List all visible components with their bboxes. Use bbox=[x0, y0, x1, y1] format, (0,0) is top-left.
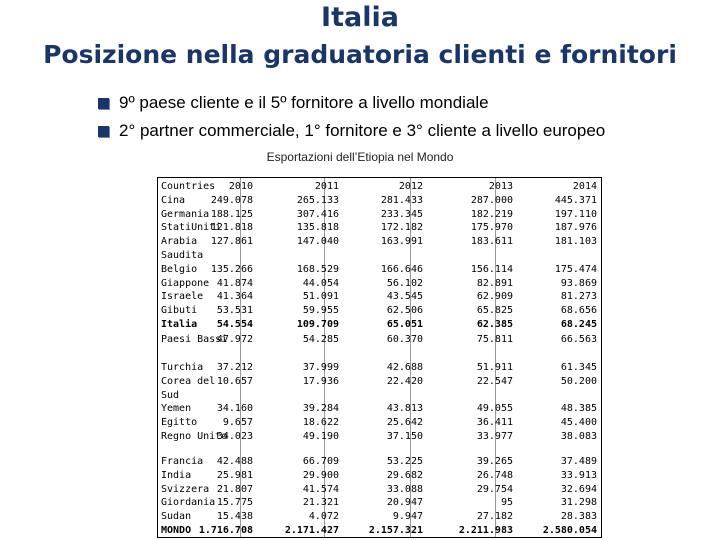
table-row bbox=[158, 402, 601, 416]
square-bullet-icon bbox=[98, 98, 109, 109]
year-header: 2010 bbox=[228, 181, 253, 192]
table-cell: 68.245 bbox=[560, 318, 597, 330]
table-row bbox=[158, 304, 601, 318]
country-name: Paesi Bassi bbox=[161, 334, 228, 345]
year-header: 2012 bbox=[398, 181, 423, 192]
table-cell: 127.861 bbox=[210, 236, 253, 248]
table-cell: 39.265 bbox=[476, 456, 513, 467]
table-row bbox=[158, 263, 601, 277]
table-cell: 41.364 bbox=[216, 291, 253, 303]
table-cell: 15.438 bbox=[216, 511, 253, 523]
table-cell: 265.133 bbox=[296, 194, 339, 206]
table-header-row bbox=[158, 180, 601, 194]
table-cell: 29.900 bbox=[302, 469, 339, 481]
table-cell: 29.754 bbox=[476, 483, 513, 495]
table-cell: 22.420 bbox=[386, 375, 423, 387]
table-cell: 156.114 bbox=[470, 263, 513, 275]
table-cell: 51.091 bbox=[302, 291, 339, 303]
table-cell: 50.200 bbox=[560, 375, 597, 387]
table-cell: 37.999 bbox=[302, 362, 339, 373]
table-cell: 37.212 bbox=[216, 362, 253, 373]
table-cell: 41.574 bbox=[302, 483, 339, 495]
table-row bbox=[158, 333, 601, 347]
table-cell: 61.345 bbox=[560, 362, 597, 373]
table-cell: 4.072 bbox=[308, 511, 339, 523]
table-cell: 281.433 bbox=[380, 194, 423, 206]
table-row bbox=[158, 483, 601, 497]
table-cell: 18.622 bbox=[302, 417, 339, 429]
table-cell: 168.529 bbox=[296, 263, 339, 275]
country-name: Egitto bbox=[161, 417, 198, 429]
table-row-group bbox=[158, 180, 601, 332]
table-cell: 42.688 bbox=[386, 362, 423, 373]
table-row-group bbox=[158, 455, 601, 538]
table-row bbox=[158, 510, 601, 524]
table-cell: 34.023 bbox=[216, 430, 253, 442]
table-cell: 2.211.983 bbox=[458, 524, 513, 536]
country-name: MONDO bbox=[161, 524, 192, 536]
table-cell: 21.321 bbox=[302, 497, 339, 509]
country-name: Cina bbox=[161, 194, 186, 206]
table-cell: 66.563 bbox=[560, 334, 597, 345]
table-cell: 36.411 bbox=[476, 417, 513, 429]
table-cell: 48.385 bbox=[560, 403, 597, 415]
table-cell: 172.182 bbox=[380, 222, 423, 234]
country-name: Yemen bbox=[161, 403, 192, 415]
table-cell: 109.709 bbox=[296, 318, 339, 330]
table-cell: 20.947 bbox=[386, 497, 423, 509]
country-name: Giappone bbox=[161, 277, 210, 289]
country-name: Israele bbox=[161, 291, 204, 303]
table-cell: 65.051 bbox=[386, 318, 423, 330]
table-cell: 45.400 bbox=[560, 417, 597, 429]
bullet-item bbox=[98, 92, 489, 114]
table-row bbox=[158, 249, 601, 263]
table-row bbox=[158, 221, 601, 235]
table-cell: 166.646 bbox=[380, 263, 423, 275]
table-row-group bbox=[158, 361, 601, 444]
table-cell: 182.219 bbox=[470, 208, 513, 220]
table-caption: Esportazioni dell’Etiopia nel Mondo bbox=[266, 150, 454, 164]
table-cell: 43.813 bbox=[386, 403, 423, 415]
table-cell: 183.611 bbox=[470, 236, 513, 248]
table-cell: 75.811 bbox=[476, 334, 513, 345]
table-cell: 59.955 bbox=[302, 305, 339, 317]
table-row bbox=[158, 416, 601, 430]
country-name: Svizzera bbox=[161, 483, 210, 495]
table-cell: 307.416 bbox=[296, 208, 339, 220]
table-cell: 54.285 bbox=[302, 334, 339, 345]
table-row-group bbox=[158, 333, 601, 347]
table-cell: 181.103 bbox=[554, 236, 597, 248]
table-cell: 56.102 bbox=[386, 277, 423, 289]
table-cell: 27.182 bbox=[476, 511, 513, 523]
table-row bbox=[158, 235, 601, 249]
table-cell: 287.000 bbox=[470, 194, 513, 206]
table-cell: 9.947 bbox=[392, 511, 423, 523]
country-name: Giordania bbox=[161, 497, 216, 509]
table-cell: 44.054 bbox=[302, 277, 339, 289]
country-name: Arabia bbox=[161, 236, 198, 248]
table-cell: 62.385 bbox=[476, 318, 513, 330]
bullet-text: 2° partner commerciale, 1° fornitore e 3° cliente a livello europeo bbox=[119, 121, 606, 140]
table-row bbox=[158, 430, 601, 444]
table-cell: 37.150 bbox=[386, 430, 423, 442]
country-name: Belgio bbox=[161, 263, 198, 275]
table-cell: 65.825 bbox=[476, 305, 513, 317]
table-cell: 17.936 bbox=[302, 375, 339, 387]
country-name: India bbox=[161, 469, 192, 481]
table-row bbox=[158, 208, 601, 222]
country-name: Sud bbox=[161, 389, 180, 401]
table-cell: 26.748 bbox=[476, 469, 513, 481]
table-cell: 31.298 bbox=[560, 497, 597, 509]
table-cell: 15.775 bbox=[216, 497, 253, 509]
table-cell: 33.088 bbox=[386, 483, 423, 495]
square-bullet-icon bbox=[98, 126, 109, 137]
table-cell: 47.972 bbox=[216, 334, 253, 345]
table-cell: 49.055 bbox=[476, 403, 513, 415]
table-cell: 2.580.054 bbox=[542, 524, 597, 536]
table-cell: 93.869 bbox=[560, 277, 597, 289]
country-name: Corea del bbox=[161, 375, 216, 387]
table-cell: 2.157.321 bbox=[368, 524, 423, 536]
table-cell: 66.709 bbox=[302, 456, 339, 467]
table-cell: 62.909 bbox=[476, 291, 513, 303]
table-row bbox=[158, 290, 601, 304]
table-cell: 249.078 bbox=[210, 194, 253, 206]
table-cell: 175.970 bbox=[470, 222, 513, 234]
country-name: Turchia bbox=[161, 362, 204, 373]
table-row bbox=[158, 496, 601, 510]
page-subtitle: Posizione nella graduatoria clienti e fornitori bbox=[43, 40, 677, 69]
table-cell: 37.489 bbox=[560, 456, 597, 467]
country-name: Italia bbox=[161, 318, 198, 330]
country-name: Sudan bbox=[161, 511, 192, 523]
table-cell: 34.160 bbox=[216, 403, 253, 415]
table-cell: 51.911 bbox=[476, 362, 513, 373]
table-cell: 41.874 bbox=[216, 277, 253, 289]
table-cell: 33.913 bbox=[560, 469, 597, 481]
table-cell: 62.506 bbox=[386, 305, 423, 317]
table-cell: 33.977 bbox=[476, 430, 513, 442]
table-row bbox=[158, 389, 601, 403]
table-cell: 81.273 bbox=[560, 291, 597, 303]
table-cell: 29.682 bbox=[386, 469, 423, 481]
table-row bbox=[158, 318, 601, 332]
table-cell: 175.474 bbox=[554, 263, 597, 275]
table-cell: 22.547 bbox=[476, 375, 513, 387]
table-cell: 39.284 bbox=[302, 403, 339, 415]
table-cell: 2.171.427 bbox=[284, 524, 339, 536]
year-header: 2011 bbox=[314, 181, 339, 192]
header-countries: Countries bbox=[161, 181, 216, 192]
country-name: Regno Unito bbox=[161, 430, 228, 442]
page-title: Italia bbox=[321, 2, 399, 33]
country-name: Germania bbox=[161, 208, 210, 220]
bullet-text: 9º paese cliente e il 5º fornitore a livello mondiale bbox=[119, 93, 489, 112]
country-name: Francia bbox=[161, 456, 204, 467]
table-cell: 10.657 bbox=[216, 375, 253, 387]
bullet-item bbox=[98, 120, 605, 142]
table-cell: 25.642 bbox=[386, 417, 423, 429]
table-cell: 445.371 bbox=[554, 194, 597, 206]
table-cell: 54.554 bbox=[216, 318, 253, 330]
country-name: StatiUniti bbox=[161, 222, 222, 234]
table-cell: 135.818 bbox=[296, 222, 339, 234]
table-cell: 9.657 bbox=[222, 417, 253, 429]
table-row bbox=[158, 277, 601, 291]
table-row bbox=[158, 375, 601, 389]
table-cell: 25.981 bbox=[216, 469, 253, 481]
table-cell: 135.266 bbox=[210, 263, 253, 275]
table-cell: 60.370 bbox=[386, 334, 423, 345]
table-cell: 233.345 bbox=[380, 208, 423, 220]
table-cell: 32.694 bbox=[560, 483, 597, 495]
table-cell: 38.083 bbox=[560, 430, 597, 442]
year-header: 2014 bbox=[572, 181, 597, 192]
table-row bbox=[158, 194, 601, 208]
table-cell: 49.190 bbox=[302, 430, 339, 442]
table-cell: 197.110 bbox=[554, 208, 597, 220]
table-row bbox=[158, 524, 601, 538]
table-cell: 21.807 bbox=[216, 483, 253, 495]
table-cell: 43.545 bbox=[386, 291, 423, 303]
country-name: Gibuti bbox=[161, 305, 198, 317]
country-name: Saudita bbox=[161, 249, 204, 261]
export-table bbox=[157, 177, 602, 538]
table-cell: 188.125 bbox=[210, 208, 253, 220]
table-cell: 147.040 bbox=[296, 236, 339, 248]
table-row bbox=[158, 361, 601, 375]
table-cell: 187.976 bbox=[554, 222, 597, 234]
table-cell: 42.488 bbox=[216, 456, 253, 467]
table-cell: 53.531 bbox=[216, 305, 253, 317]
table-cell: 28.383 bbox=[560, 511, 597, 523]
year-header: 2013 bbox=[488, 181, 513, 192]
table-cell: 53.225 bbox=[386, 456, 423, 467]
table-cell: 121.818 bbox=[210, 222, 253, 234]
table-row bbox=[158, 469, 601, 483]
table-row bbox=[158, 455, 601, 469]
table-cell: 82.891 bbox=[476, 277, 513, 289]
table-cell: 1.716.708 bbox=[198, 524, 253, 536]
table-cell: 68.656 bbox=[560, 305, 597, 317]
table-cell: 163.991 bbox=[380, 236, 423, 248]
table-cell: 95 bbox=[500, 497, 513, 509]
